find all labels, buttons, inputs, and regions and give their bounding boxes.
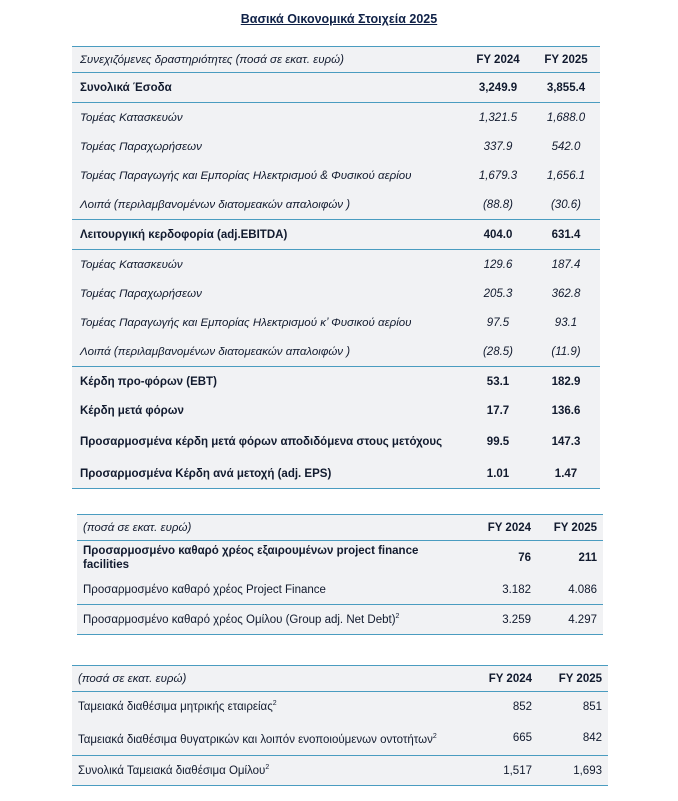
table-row	[72, 279, 600, 308]
row-label: Προσαρμοσμένα κέρδη μετά φόρων αποδιδόμενα στους μετόχους	[80, 436, 443, 448]
row-label: Κέρδη μετά φόρων	[80, 404, 184, 417]
row-label-cell	[72, 692, 468, 722]
value-fy2025: 136.6	[551, 404, 581, 417]
row-label-cell	[72, 721, 468, 756]
row-label: Προσαρμοσμένα Κέρδη ανά μετοχή (adj. EPS)	[72, 459, 464, 489]
row-label: Προσαρμοσμένο καθαρό χρέος Project Finance	[77, 575, 471, 605]
row-label: Ταμειακά διαθέσιμα θυγατρικών και λοιπόν ενοποιούμενων οντοτήτων	[78, 733, 433, 746]
table-row	[77, 575, 603, 605]
footnote-marker: 2	[432, 732, 437, 740]
table-row	[72, 692, 608, 722]
value-fy2024: 1,321.5	[478, 111, 518, 124]
footnote-marker: 2	[265, 764, 270, 772]
header-fy2025: FY 2025	[532, 47, 600, 73]
row-label-cell	[72, 756, 468, 786]
value-fy2024: 1.01	[464, 459, 532, 489]
value-fy2024: (28.5)	[464, 337, 532, 367]
header-fy2024: FY 2024	[471, 515, 537, 541]
table-row	[72, 459, 600, 489]
value-fy2025: 187.4	[551, 258, 581, 271]
value-fy2025: 3,855.4	[532, 73, 600, 103]
table-row	[72, 190, 600, 220]
value-fy2024: 205.3	[483, 287, 513, 300]
header-fy2024: FY 2024	[464, 47, 532, 73]
value-fy2024: 97.5	[486, 316, 510, 329]
table-row	[72, 308, 600, 337]
value-fy2025: 211	[578, 552, 597, 564]
table-row	[72, 103, 600, 133]
header-fy2025: FY 2025	[537, 515, 603, 541]
value-fy2025: 542.0	[551, 140, 581, 153]
footnote-marker: 2	[395, 613, 400, 621]
row-label: Συνολικά Έσοδα	[72, 73, 464, 103]
table-row	[77, 605, 603, 635]
row-label: Λοιπά (περιλαμβανομένων διατομεακών απαλοιφών )	[72, 190, 464, 220]
table-header-row	[72, 666, 608, 692]
value-fy2025: 362.8	[551, 287, 581, 300]
table-row	[77, 541, 603, 576]
table-row	[72, 367, 600, 397]
row-label: Λειτουργική κερδοφορία (adj.EBITDA)	[72, 220, 464, 250]
row-label: Τομέας Παραχωρήσεων	[80, 287, 202, 300]
value-fy2025: 4.086	[537, 575, 603, 605]
row-label: Τομέας Κατασκευών	[80, 111, 183, 124]
table-row	[72, 396, 600, 425]
value-fy2025: 631.4	[532, 220, 600, 250]
header-label: Συνεχιζόμενες δραστηριότητες (ποσά σε εκατ. ευρώ)	[72, 47, 464, 73]
table-row	[72, 250, 600, 280]
header-fy2024: FY 2024	[468, 666, 538, 692]
value-fy2024: 852	[512, 700, 532, 713]
table-row	[72, 756, 608, 786]
row-label: Συνολικά Ταμειακά διαθέσιμα Ομίλου	[78, 764, 266, 777]
value-fy2024: 337.9	[483, 140, 513, 153]
row-label: Τομέας Παραγωγής και Εμπορίας Ηλεκτρισμού κ’ Φυσικού αερίου	[80, 316, 412, 329]
value-fy2024: (88.8)	[464, 190, 532, 220]
row-label: Τομέας Παραγωγής και Εμπορίας Ηλεκτρισμού & Φυσικού αερίου	[80, 169, 412, 182]
value-fy2025: 147.3	[551, 436, 581, 448]
footnote-marker: 2	[272, 700, 277, 708]
row-label: Προσαρμοσμένο καθαρό χρέος Ομίλου (Group adj. Net Debt)	[83, 613, 396, 626]
value-fy2025: 93.1	[554, 316, 578, 329]
row-label: Τομέας Κατασκευών	[80, 258, 183, 271]
value-fy2024: 665	[468, 721, 538, 756]
value-fy2025: 1,656.1	[546, 169, 586, 182]
value-fy2024: 17.7	[486, 404, 510, 417]
table-row	[72, 337, 600, 367]
value-fy2024: 3.182	[471, 575, 537, 605]
table-row	[72, 220, 600, 250]
net-debt-table	[77, 514, 603, 635]
value-fy2025: 1,693	[538, 756, 608, 786]
header-label: (ποσά σε εκατ. ευρώ)	[77, 515, 471, 541]
cash-table	[72, 665, 608, 786]
value-fy2025: 1.47	[532, 459, 600, 489]
row-label: Λοιπά (περιλαμβανομένων διατομεακών απαλοιφών )	[72, 337, 464, 367]
value-fy2025: 842	[538, 721, 608, 756]
table-row	[72, 425, 600, 459]
table-row	[72, 73, 600, 103]
row-label: Τομέας Παραχωρήσεων	[80, 140, 202, 153]
table-header-row	[77, 515, 603, 541]
value-fy2025: (30.6)	[532, 190, 600, 220]
header-label: (ποσά σε εκατ. ευρώ)	[72, 666, 468, 692]
value-fy2024: 1,679.3	[478, 169, 518, 182]
row-label: Προσαρμοσμένο καθαρό χρέος εξαιρουμένων project finance facilities	[83, 545, 419, 571]
value-fy2025: 1,688.0	[546, 111, 586, 124]
value-fy2024: 129.6	[483, 258, 513, 271]
table-row	[72, 721, 608, 756]
value-fy2025: 182.9	[551, 375, 581, 388]
table-header-row	[72, 47, 600, 73]
value-fy2024: 3.259	[471, 605, 537, 635]
table-row	[72, 161, 600, 190]
value-fy2025: (11.9)	[532, 337, 600, 367]
value-fy2025: 851	[582, 700, 602, 713]
value-fy2024: 3,249.9	[464, 73, 532, 103]
value-fy2024: 1,517	[468, 756, 538, 786]
key-financials-table	[72, 46, 600, 489]
page-title: Βασικά Οικονομικά Στοιχεία 2025	[240, 12, 438, 26]
value-fy2024: 99.5	[486, 436, 510, 448]
header-fy2025: FY 2025	[538, 666, 608, 692]
row-label: Κέρδη προ-φόρων (EBT)	[80, 375, 217, 388]
value-fy2024: 53.1	[486, 375, 510, 388]
value-fy2024: 404.0	[464, 220, 532, 250]
row-label: Ταμειακά διαθέσιμα μητρικής εταιρείας	[78, 700, 273, 713]
table-row	[72, 132, 600, 161]
value-fy2025: 4.297	[537, 605, 603, 635]
row-label-cell	[77, 605, 471, 635]
value-fy2024: 76	[518, 552, 531, 564]
